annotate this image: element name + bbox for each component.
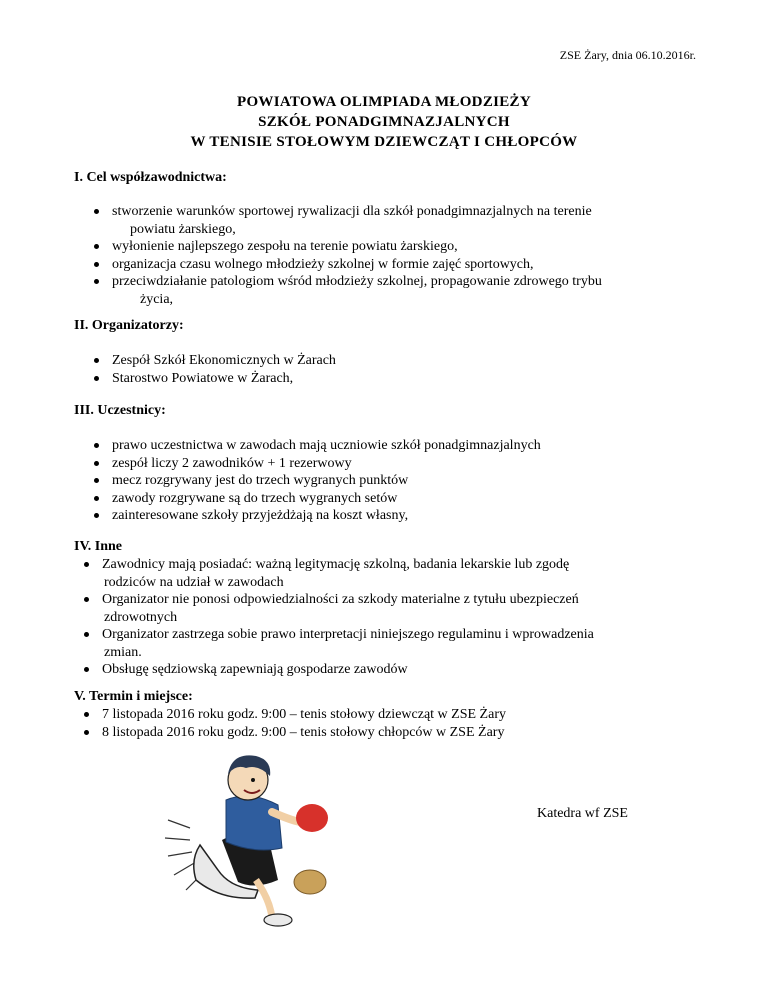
front-leg bbox=[256, 880, 272, 918]
list-item-continuation: rodziców na udział w zawodach bbox=[104, 574, 284, 590]
section-4-heading: IV. Inne bbox=[74, 539, 122, 554]
list-item-continuation: powiatu żarskiego, bbox=[130, 221, 236, 237]
list-item: Starostwo Powiatowe w Żarach, bbox=[94, 370, 694, 388]
document-title bbox=[0, 92, 768, 152]
section-3-list bbox=[94, 437, 694, 525]
list-item bbox=[84, 556, 704, 591]
list-item bbox=[84, 591, 704, 626]
signature: Katedra wf ZSE bbox=[537, 806, 628, 821]
section-1-heading: I. Cel współzawodnictwa: bbox=[74, 170, 227, 185]
list-item-continuation: zmian. bbox=[104, 644, 142, 660]
list-item: 7 listopada 2016 roku godz. 9:00 – tenis stołowy dziewcząt w ZSE Żary bbox=[84, 706, 704, 724]
list-item bbox=[84, 626, 704, 661]
section-2-list bbox=[94, 352, 694, 387]
section-4-list bbox=[84, 556, 704, 679]
list-item-text: Obsługę sędziowską zapewniają gospodarze zawodów bbox=[102, 662, 408, 677]
title-line-1: POWIATOWA OLIMPIADA MŁODZIEŻY bbox=[236, 94, 531, 110]
list-item-text: organizacja czasu wolnego młodzieży szkolnej w formie zajęć sportowych, bbox=[112, 256, 534, 272]
list-item bbox=[94, 273, 694, 308]
section-3-heading: III. Uczestnicy: bbox=[74, 403, 166, 418]
section-5-heading: V. Termin i miejsce: bbox=[74, 689, 193, 704]
list-item: zainteresowane szkoły przyjeżdżają na koszt własny, bbox=[94, 507, 694, 525]
list-item-continuation: zdrowotnych bbox=[104, 609, 178, 625]
list-item-text: Zawodnicy mają posiadać: ważną legitymację szkolną, badania lekarskie lub zgodę bbox=[102, 557, 570, 572]
list-item-text: przeciwdziałanie patologiom wśród młodzieży szkolnej, propagowanie zdrowego trybu bbox=[112, 274, 602, 289]
shoe bbox=[264, 914, 292, 926]
list-item-continuation: życia, bbox=[140, 291, 174, 307]
dateline: ZSE Żary, dnia 06.10.2016r. bbox=[559, 48, 696, 62]
section-2-heading: II. Organizatorzy: bbox=[74, 318, 184, 333]
list-item: Zespół Szkół Ekonomicznych w Żarach bbox=[94, 352, 694, 370]
list-item bbox=[94, 238, 694, 256]
list-item-text: stworzenie warunków sportowej rywalizacji dla szkół ponadgimnazjalnych na terenie bbox=[112, 204, 592, 219]
section-5-list bbox=[84, 706, 704, 741]
eye bbox=[251, 778, 255, 782]
table-tennis-player-icon bbox=[160, 750, 340, 930]
list-item: mecz rozgrywany jest do trzech wygranych punktów bbox=[94, 472, 694, 490]
list-item bbox=[94, 256, 694, 274]
paddle bbox=[296, 804, 328, 832]
ball bbox=[294, 870, 326, 894]
list-item: zespół liczy 2 zawodników + 1 rezerwowy bbox=[94, 455, 694, 473]
list-item-text: wyłonienie najlepszego zespołu na terenie powiatu żarskiego, bbox=[112, 239, 458, 254]
list-item bbox=[84, 661, 704, 679]
list-item: prawo uczestnictwa w zawodach mają uczniowie szkół ponadgimnazjalnych bbox=[94, 437, 694, 455]
list-item bbox=[94, 203, 694, 238]
list-item: 8 listopada 2016 roku godz. 9:00 – tenis stołowy chłopców w ZSE Żary bbox=[84, 724, 704, 742]
section-1-list bbox=[94, 203, 694, 308]
title-line-2: SZKÓŁ PONADGIMNAZJALNYCH bbox=[258, 114, 510, 130]
shirt bbox=[226, 796, 282, 850]
list-item-text: Organizator nie ponosi odpowiedzialności za szkody materialne z tytułu ubezpieczeń bbox=[102, 592, 579, 607]
list-item: zawody rozgrywane są do trzech wygranych setów bbox=[94, 490, 694, 508]
title-line-3: W TENISIE STOŁOWYM DZIEWCZĄT I CHŁOPCÓW bbox=[190, 134, 578, 150]
list-item-text: Organizator zastrzega sobie prawo interpretacji niniejszego regulaminu i wprowadzenia bbox=[102, 627, 594, 642]
